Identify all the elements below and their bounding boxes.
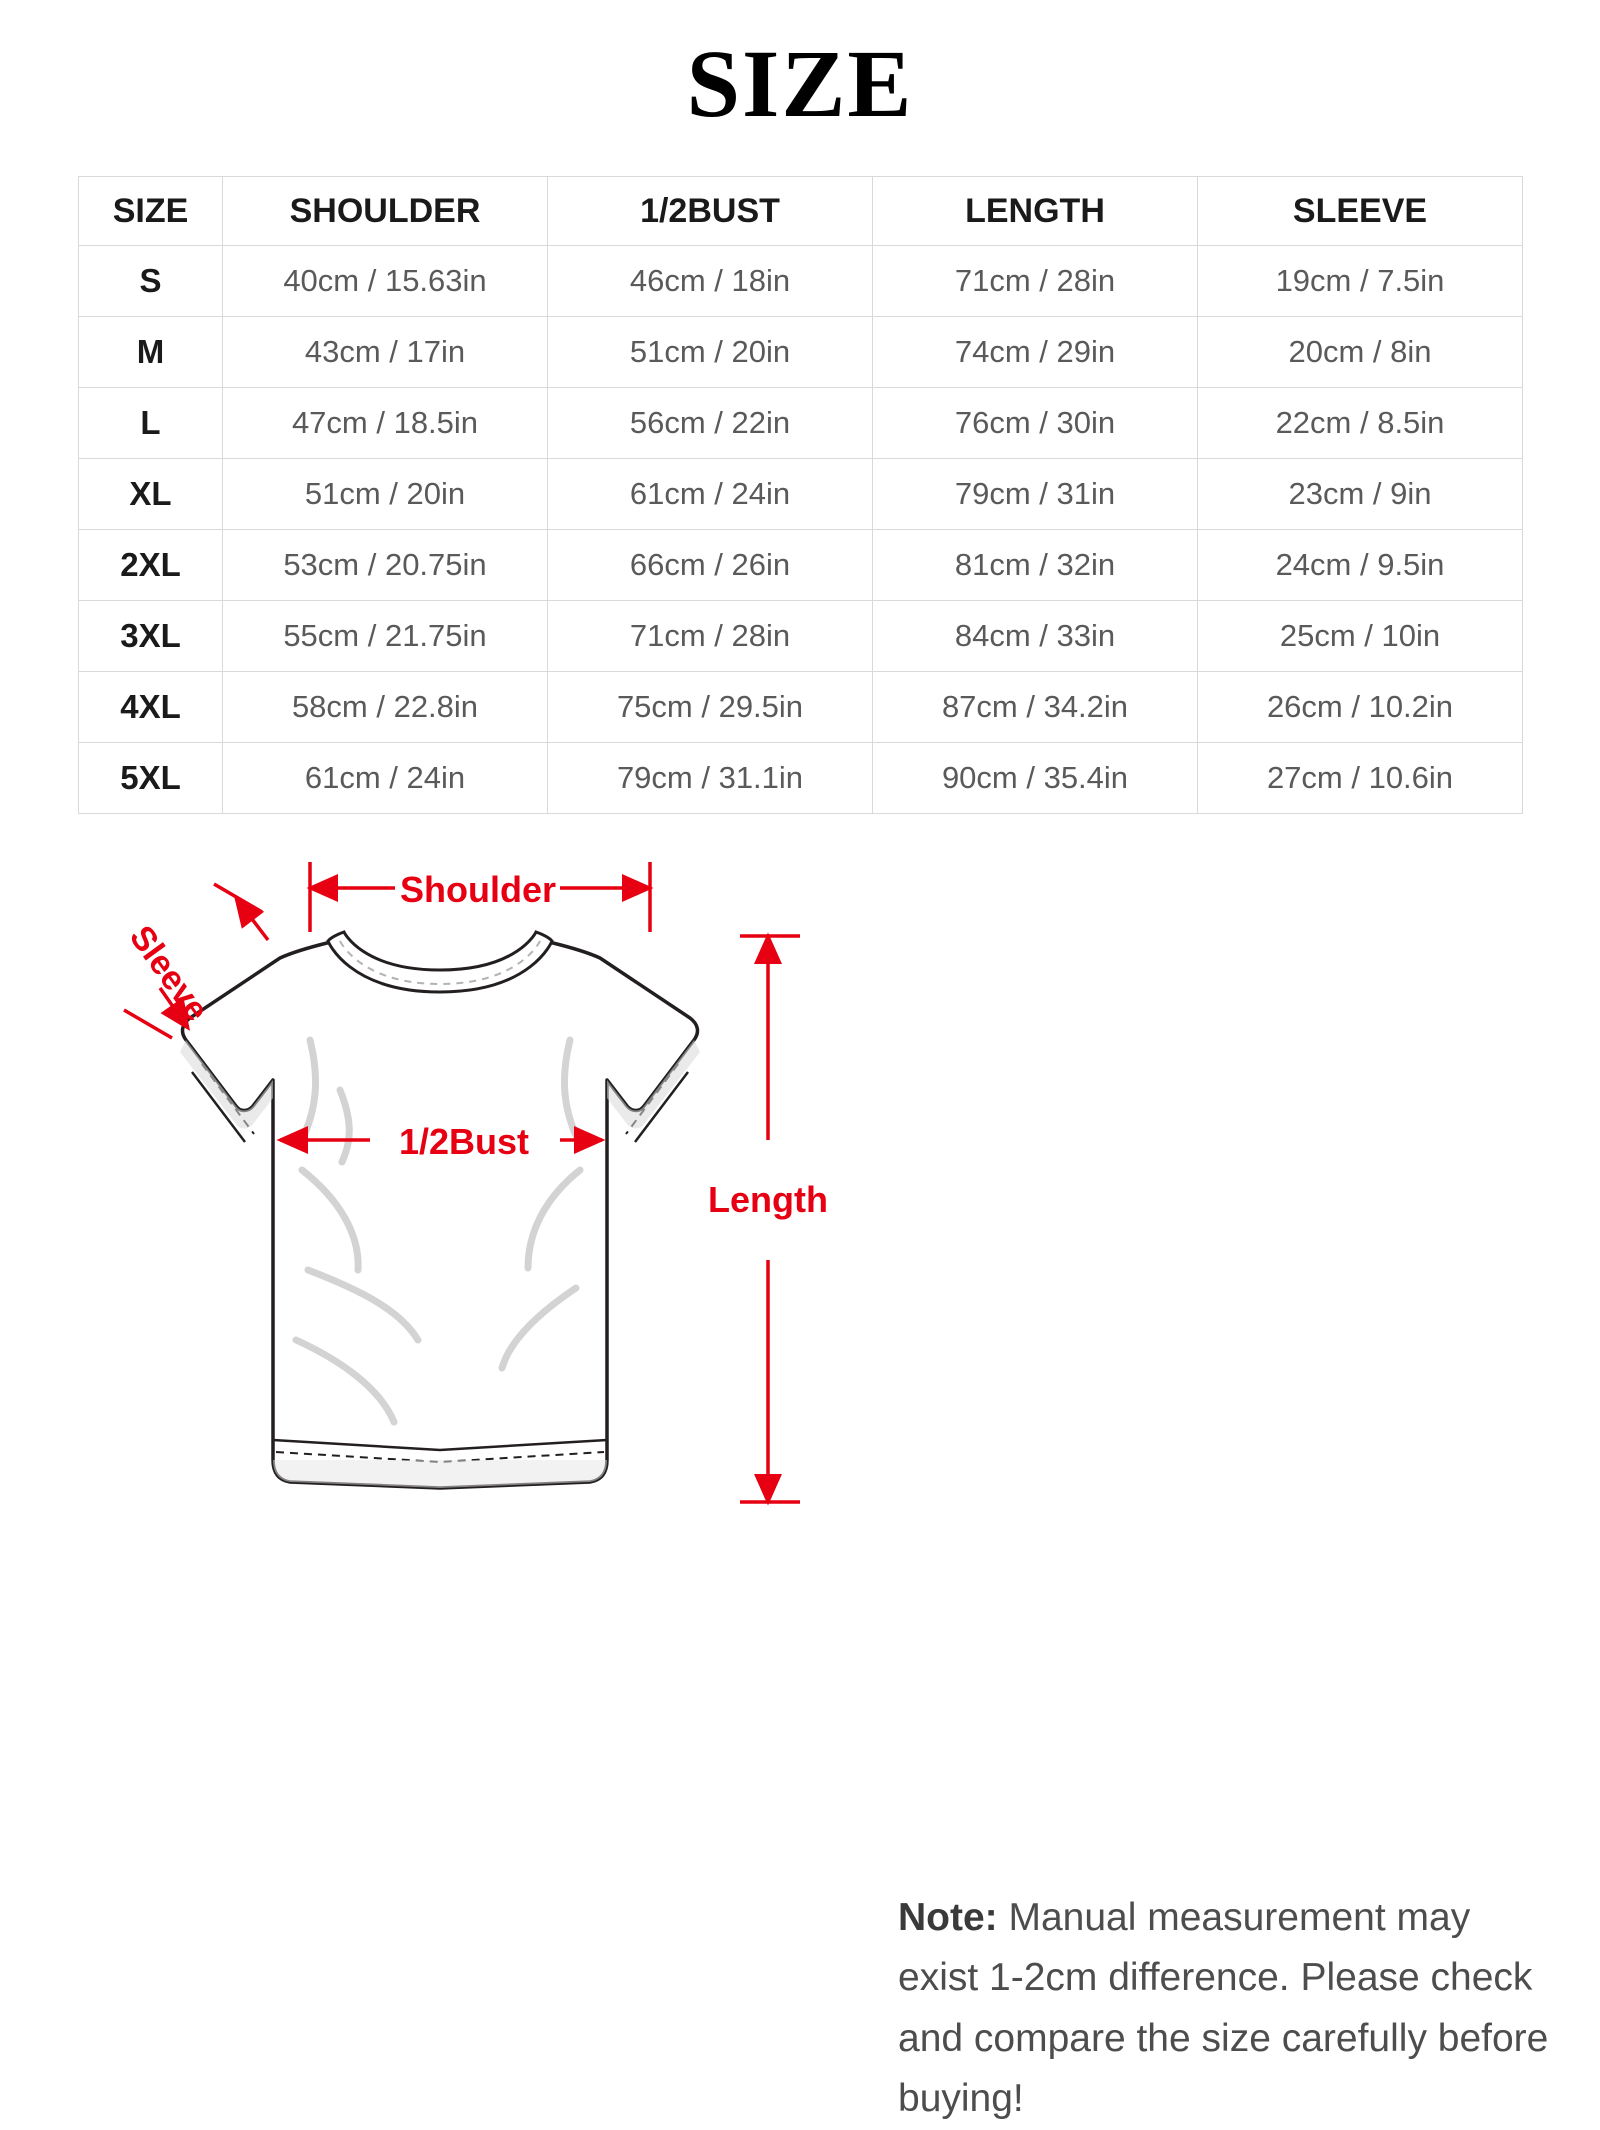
cell-size: S bbox=[79, 246, 223, 317]
cell-sleeve: 19cm / 7.5in bbox=[1198, 246, 1523, 317]
cell-sleeve: 25cm / 10in bbox=[1198, 601, 1523, 672]
cell-shoulder: 40cm / 15.63in bbox=[223, 246, 548, 317]
cell-sleeve: 27cm / 10.6in bbox=[1198, 743, 1523, 814]
cell-bust: 75cm / 29.5in bbox=[548, 672, 873, 743]
table-row bbox=[79, 530, 1523, 601]
cell-shoulder: 43cm / 17in bbox=[223, 317, 548, 388]
page-title: SIZE bbox=[686, 30, 914, 137]
column-header-sleeve: SLEEVE bbox=[1198, 177, 1523, 246]
table-row bbox=[79, 388, 1523, 459]
shoulder-label: Shoulder bbox=[399, 869, 557, 910]
shoulder-measure bbox=[310, 862, 650, 932]
cell-sleeve: 20cm / 8in bbox=[1198, 317, 1523, 388]
cell-shoulder: 55cm / 21.75in bbox=[223, 601, 548, 672]
cell-shoulder: 53cm / 20.75in bbox=[223, 530, 548, 601]
sleeve-label: Sleeve bbox=[121, 918, 216, 1029]
measurement-diagram bbox=[0, 840, 1600, 2121]
cell-bust: 71cm / 28in bbox=[548, 601, 873, 672]
cell-sleeve: 23cm / 9in bbox=[1198, 459, 1523, 530]
note-body: Manual measurement may exist 1-2cm difference. Please check and compare the size carefully before buying! bbox=[898, 1896, 1549, 2121]
table-row bbox=[79, 317, 1523, 388]
cell-length: 74cm / 29in bbox=[873, 317, 1198, 388]
note-label: Note: bbox=[898, 1896, 998, 1939]
cell-shoulder: 47cm / 18.5in bbox=[223, 388, 548, 459]
tshirt-illustration bbox=[40, 840, 860, 1600]
cell-size: 2XL bbox=[79, 530, 223, 601]
table-header-row bbox=[79, 177, 1523, 246]
column-header-shoulder: SHOULDER bbox=[223, 177, 548, 246]
cell-sleeve: 22cm / 8.5in bbox=[1198, 388, 1523, 459]
table-row bbox=[79, 459, 1523, 530]
tshirt-outline bbox=[183, 932, 698, 1488]
bust-label: 1/2Bust bbox=[398, 1121, 530, 1162]
cell-length: 87cm / 34.2in bbox=[873, 672, 1198, 743]
cell-bust: 61cm / 24in bbox=[548, 459, 873, 530]
cell-size: L bbox=[79, 388, 223, 459]
table-row bbox=[79, 743, 1523, 814]
column-header-bust: 1/2BUST bbox=[548, 177, 873, 246]
cell-shoulder: 51cm / 20in bbox=[223, 459, 548, 530]
length-measure bbox=[708, 936, 828, 1502]
column-header-length: LENGTH bbox=[873, 177, 1198, 246]
length-label: Length bbox=[708, 1179, 828, 1220]
cell-bust: 51cm / 20in bbox=[548, 317, 873, 388]
note-text bbox=[898, 1888, 1558, 2130]
cell-length: 79cm / 31in bbox=[873, 459, 1198, 530]
cell-shoulder: 58cm / 22.8in bbox=[223, 672, 548, 743]
cell-length: 84cm / 33in bbox=[873, 601, 1198, 672]
size-chart-table bbox=[78, 176, 1523, 814]
cell-size: 3XL bbox=[79, 601, 223, 672]
table-row bbox=[79, 601, 1523, 672]
cell-length: 71cm / 28in bbox=[873, 246, 1198, 317]
cell-sleeve: 24cm / 9.5in bbox=[1198, 530, 1523, 601]
table-row bbox=[79, 672, 1523, 743]
cell-size: XL bbox=[79, 459, 223, 530]
cell-bust: 79cm / 31.1in bbox=[548, 743, 873, 814]
column-header-size: SIZE bbox=[79, 177, 223, 246]
cell-shoulder: 61cm / 24in bbox=[223, 743, 548, 814]
cell-sleeve: 26cm / 10.2in bbox=[1198, 672, 1523, 743]
cell-bust: 46cm / 18in bbox=[548, 246, 873, 317]
cell-bust: 66cm / 26in bbox=[548, 530, 873, 601]
cell-length: 81cm / 32in bbox=[873, 530, 1198, 601]
cell-size: M bbox=[79, 317, 223, 388]
cell-bust: 56cm / 22in bbox=[548, 388, 873, 459]
cell-size: 5XL bbox=[79, 743, 223, 814]
cell-length: 90cm / 35.4in bbox=[873, 743, 1198, 814]
table-row bbox=[79, 246, 1523, 317]
cell-length: 76cm / 30in bbox=[873, 388, 1198, 459]
cell-size: 4XL bbox=[79, 672, 223, 743]
